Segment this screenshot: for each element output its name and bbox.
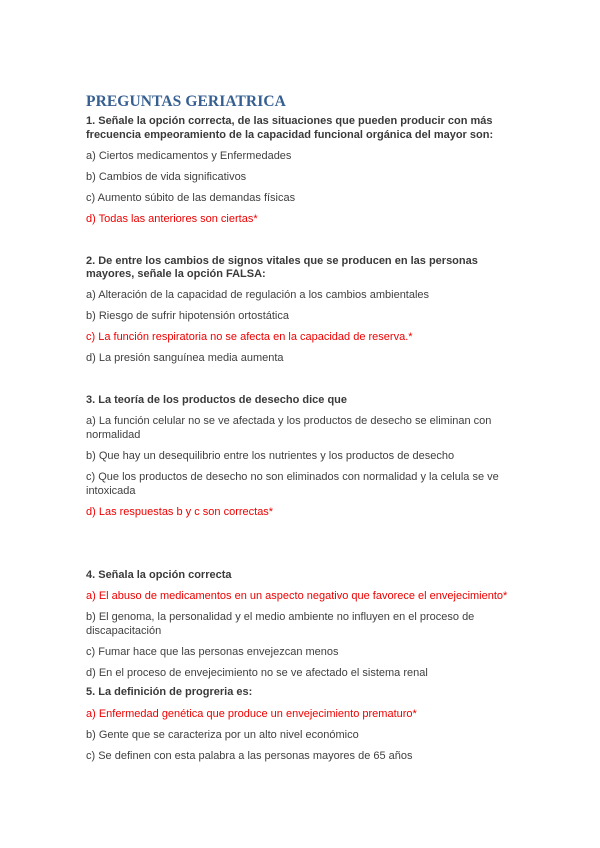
question-3-option-a-line-2: normalidad	[86, 429, 141, 441]
question-3-option-d-correct: d) Las respuestas b y c son correctas*	[86, 506, 274, 518]
question-3-option-a-line-1: a) La función celular no se ve afectada y los productos de desecho se eliminan con	[86, 415, 492, 427]
question-3-option-c-line-2: intoxicada	[86, 485, 136, 497]
question-5-option-a-correct: a) Enfermedad genética que produce un envejecimiento prematuro*	[86, 708, 417, 720]
question-3-option-c-line-1: c) Que los productos de desecho no son eliminados con normalidad y la celula se ve	[86, 471, 499, 483]
question-2-stem-line-2: mayores, señale la opción FALSA:	[86, 268, 266, 280]
question-2-option-d: d) La presión sanguínea media aumenta	[86, 352, 284, 364]
question-1-option-b: b) Cambios de vida significativos	[86, 171, 247, 183]
question-4-option-b-line-2: discapacitación	[86, 625, 162, 637]
question-2-option-a: a) Alteración de la capacidad de regulación a los cambios ambientales	[86, 289, 430, 301]
question-4-option-b-line-1: b) El genoma, la personalidad y el medio ambiente no influyen en el proceso de	[86, 611, 475, 623]
question-5-option-b: b) Gente que se caracteriza por un alto nivel económico	[86, 729, 359, 741]
question-3-option-b: b) Que hay un desequilibrio entre los nutrientes y los productos de desecho	[86, 450, 455, 462]
question-4-option-d: d) En el proceso de envejecimiento no se ve afectado el sistema renal	[86, 667, 428, 679]
question-2-stem-line-1: 2. De entre los cambios de signos vitales que se producen en las personas	[86, 255, 478, 267]
question-2-option-b: b) Riesgo de sufrir hipotensión ortostática	[86, 310, 289, 322]
question-4-stem: 4. Señala la opción correcta	[86, 569, 232, 581]
document-title: PREGUNTAS GERIATRICA	[86, 93, 286, 110]
question-1-stem-line-2: frecuencia empeoramiento de la capacidad funcional orgánica del mayor son:	[86, 129, 494, 141]
question-4-option-c: c) Fumar hace que las personas envejezcan menos	[86, 646, 339, 658]
question-1-stem-line-1: 1. Señale la opción correcta, de las situaciones que pueden producir con más	[86, 115, 493, 127]
question-5-stem: 5. La definición de progreria es:	[86, 686, 253, 698]
question-1-option-a: a) Ciertos medicamentos y Enfermedades	[86, 150, 292, 162]
question-2-option-c-correct: c) La función respiratoria no se afecta en la capacidad de reserva.*	[86, 331, 413, 343]
question-4-option-a-correct: a) El abuso de medicamentos en un aspecto negativo que favorece el envejecimiento*	[86, 590, 508, 602]
question-5-option-c: c) Se definen con esta palabra a las personas mayores de 65 años	[86, 750, 413, 762]
question-1-option-d-correct: d) Todas las anteriores son ciertas*	[86, 213, 258, 225]
question-3-stem: 3. La teoría de los productos de desecho dice que	[86, 394, 348, 406]
question-1-option-c: c) Aumento súbito de las demandas físicas	[86, 192, 296, 204]
